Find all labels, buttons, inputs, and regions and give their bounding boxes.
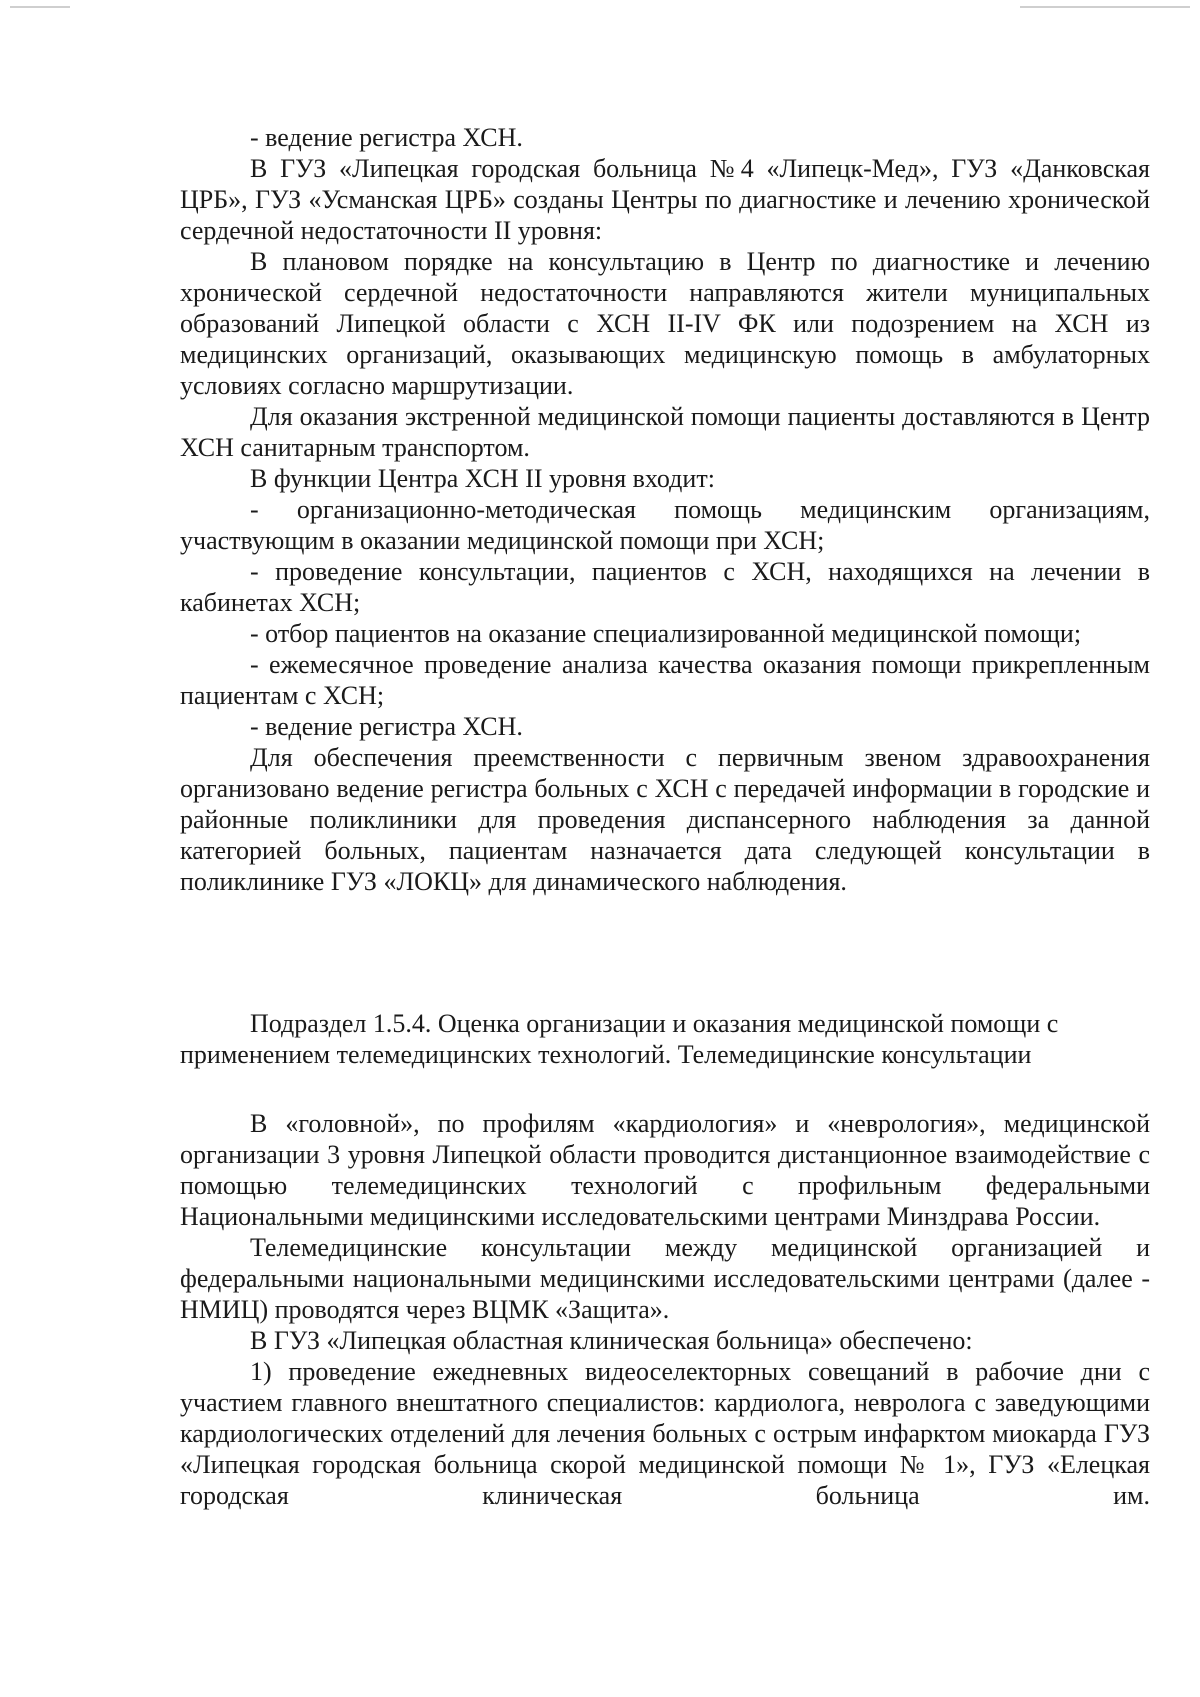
subsection-heading: Подраздел 1.5.4. Оценка организации и оказания медицинской помощи с применением телемедицинских технологий. Телемедицинские консультации [180, 1009, 1059, 1069]
list-item-consultations: - проведение консультации, пациентов с ХСН, находящихся на лечении в кабинетах ХСН; [180, 557, 1150, 617]
paragraph-consultations-nmic: Телемедицинские консультации между медицинской организацией и федеральными национальными медицинскими исследовательскими центрами (далее - НМИЦ) проводятся через ВЦМК «Защита». [180, 1233, 1150, 1324]
paragraph-remote-interaction: В «головной», по профилям «кардиология» и «неврология», медицинской организации 3 уровня Липецкой области проводится дистанционное взаимодействие с помощью телемедицинских технологий с профильным федеральными Национальными медицинскими исследовательскими центрами Минздрава России. [180, 1109, 1150, 1231]
paragraph-functions-intro: В функции Центра ХСН II уровня входит: [250, 464, 715, 493]
section-telemedicine-heading [180, 1008, 1150, 1070]
scan-artifact-left [10, 6, 70, 8]
scan-artifact-right [1020, 6, 1190, 8]
paragraph-emergency-care: Для оказания экстренной медицинской помощи пациенты доставляются в Центр ХСН санитарным транспортом. [180, 402, 1150, 462]
paragraph-centers-created: В ГУЗ «Липецкая городская больница №4 «Липецк-Мед», ГУЗ «Данковская ЦРБ», ГУЗ «Усманская ЦРБ» созданы Центры по диагностике и лечению хронической сердечной недостаточности II уровня: [180, 154, 1150, 245]
list-item-monthly-analysis: - ежемесячное проведение анализа качества оказания помощи прикрепленным пациентам с ХСН; [180, 650, 1150, 710]
paragraph-provided: В ГУЗ «Липецкая областная клиническая больница» обеспечено: [250, 1326, 973, 1355]
list-item-registry: - ведение регистра ХСН. [250, 712, 523, 741]
paragraph-registry-1: - ведение регистра ХСН. [250, 123, 523, 152]
paragraph-continuity: Для обеспечения преемственности с первичным звеном здравоохранения организовано ведение регистра больных с ХСН с передачей информации в городские и районные поликлиники для проведения диспансерного наблюдения за данной категорией больных, пациентам назначается дата следующей консультации в поликлинике ГУЗ «ЛОКЦ» для динамического наблюдения. [180, 743, 1150, 896]
section-chf-centers [180, 122, 1150, 897]
paragraph-video-meetings: 1) проведение ежедневных видеоселекторных совещаний в рабочие дни с участием главного внештатного специалистов: кардиолога, невролога с заведующими кардиологических отделений для лечения больных с острым инфарктом миокарда ГУЗ «Липецкая городская больница скорой медицинской помощи № 1», ГУЗ «Елецкая городская клиническая больница им. [180, 1357, 1150, 1510]
list-item-patient-selection: - отбор пациентов на оказание специализированной медицинской помощи; [250, 619, 1082, 648]
section-telemedicine [180, 1108, 1150, 1511]
list-item-methodical-help: - организационно-методическая помощь медицинским организациям, участвующим в оказании медицинской помощи при ХСН; [180, 495, 1150, 555]
paragraph-planned-consultation: В плановом порядке на консультацию в Центр по диагностике и лечению хронической сердечной недостаточности направляются жители муниципальных образований Липецкой области с ХСН II-IV ФК или подозрением на ХСН из медицинских организаций, оказывающих медицинскую помощь в амбулаторных условиях согласно маршрутизации. [180, 247, 1150, 400]
